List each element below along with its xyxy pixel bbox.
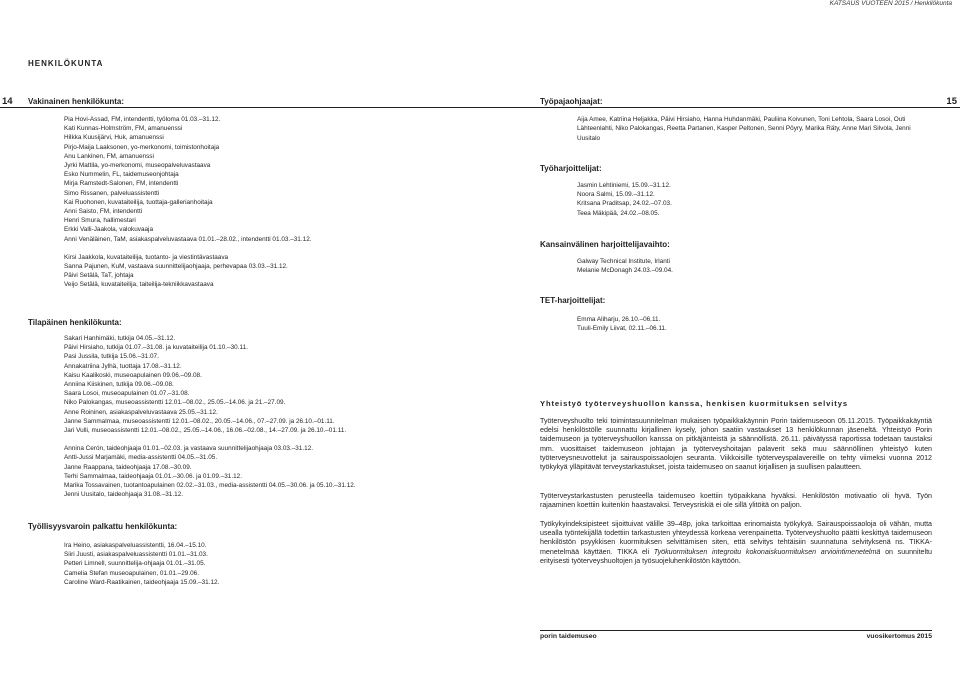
staff-list-item: Pirjo-Maija Laaksonen, yo-merkonomi, toimistonhoitaja: [64, 143, 220, 151]
staff-list-item: Saara Losoi, museoapulainen 01.07.–31.08.: [64, 390, 190, 398]
staff-list-item: Caroline Ward-Raatikainen, taideohjaaja 15.09.–31.12.: [64, 578, 220, 586]
cooperation-paragraph-2: Työterveystarkastusten perusteella taidemuseo koettiin työpaikkana hyväksi. Henkilöstön motivaatio oli hyvä. Työn rajaaminen koettiin kuitenkin haastavaksi. Terveysriskiä ei ole sillä ylitöitä on paljon.: [540, 492, 932, 510]
employment-staff-list: [64, 541, 219, 587]
staff-list-item: Kati Kunnas-Holmström, FM, amanuenssi: [64, 125, 183, 133]
running-header: KATSAUS VUOTEEN 2015 / Henkilökunta: [829, 0, 952, 7]
staff-list-item: Anni Venäläinen, TaM, asiakaspalveluvastaava 01.01.–28.02., intendentti 01.03.–31.12.: [64, 235, 312, 243]
intl-list-item: Melanie McDonagh 24.03.–09.04.: [577, 267, 673, 275]
staff-list-item: Päivi Hirsiaho, tutkija 01.07.–31.08. ja kuvataiteilija 01.10.–30.11.: [64, 344, 248, 352]
staff-list-item: Niko Palokangas, museoassistentti 12.01.–08.02., 25.05.–14.06. ja 21.–27.09.: [64, 399, 286, 407]
trainees-heading: Työharjoittelijat:: [540, 164, 602, 173]
staff-list-item: Camelia Stefan museoapulainen, 01.01.–29.06.: [64, 569, 200, 577]
staff-list-item: Marika Tossavainen, tuotantoapulainen 02.02.–31.03., media-assistentti 04.05.–30.06. ja 05.10.–31.12.: [64, 482, 356, 490]
employment-staff-heading: Työllisyysvaroin palkattu henkilökunta:: [28, 522, 178, 531]
workshop-heading: Työpajaohjaajat:: [540, 97, 603, 106]
staff-list-item: Janne Raappana, taideohjaaja 17.08.–30.09.: [64, 463, 192, 471]
list-spacer: [64, 435, 356, 444]
trainee-list-item: Kritsana Praditsap, 24.02.–07.03.: [577, 200, 672, 208]
tikka-method-name: Työkuormituksen integroitu kokonaiskuormituksen arviointimenetelmä: [653, 547, 881, 556]
staff-list-item: Mirja Ramstedt-Salonen, FM, intendentti: [64, 180, 179, 188]
intl-list-item: Galway Technical Institute, Irlanti: [577, 258, 670, 265]
page-number-left: 14: [2, 96, 13, 107]
intl-exchange-list: [577, 257, 673, 275]
trainees-list: [577, 181, 672, 218]
cooperation-paragraph-3-text: Työkykyindeksipisteet sijoittuivat välille 39–48p, joka tarkoittaa erinomaista työkykyä. Sairauspoissaoloja oli vähän, mutta usealla työntekijällä todettiin tarkastusten yhteydessä korkeaa verenpainetta. Työterveyshuolto päätti keskittyä taidemuseon henkilöstön psyykkisen kuormituksen selvittämisen siten, että selvitys tehtäisiin suunnatuna selvityksenä ns. TIKKA-menetelmää käyttäen. TIKKA eli: [540, 520, 932, 556]
cooperation-paragraph-1: Työterveyshuolto teki toimintasuunnitelman mukaisen työpaikkakäynnin Porin taidemuseoon 05.11.2015. Työpaikkakäyntiä edelsi henkilöstölle suunnattu kirjallinen kysely, johon saatiin vastaukset 13 henkilökunnan jäseneltä. Yhteistyö Porin taidemuseon ja työterveyshuollon kanssa on pitkäjänteistä ja säännöllistä. 26.11. päivätyssä raportissa todetaan taustaksi mm. vuosittaiset taidemuseon johtajan ja työterveyshoitajan palaverit sekä muu säännöllinen yhteistyö kuten työterveysneuvottelut ja sairauspoissaolojen seuranta. Viikkoisille työterveyspalavereille on tehty viimeksi vuonna 2012 työkykyä ylläpitävät terveystarkastukset, joista taidemuseo on saanut kirjallisen ja suullisen palautteen.: [540, 417, 932, 472]
staff-list-item: Kaisu Kaalikoski, museoapulainen 09.06.–09.08.: [64, 371, 202, 379]
staff-list-item: Annakatriina Jylhä, tuottaja 17.08.–31.12.: [64, 362, 182, 370]
staff-list-item: Sanna Pajunen, KuM, vastaava suunnittelijaohjaaja, perhevapaa 03.03.–31.12.: [64, 263, 288, 271]
staff-list-item: Annina Cerón, taideohjaaja 01.01.–02.03. ja vastaava suunnittelijaohjaaja 03.03.–31.12.: [64, 445, 314, 453]
staff-list-item: Anu Lankinen, FM, amanuenssi: [64, 152, 154, 160]
staff-list-item: Hilkka Kuusijärvi, Huk, amanuenssi: [64, 134, 164, 142]
tet-list: [577, 315, 667, 333]
cooperation-heading: Yhteistyö työterveyshuollon kanssa, henkisen kuormituksen selvitys: [540, 399, 848, 408]
page-number-right: 15: [946, 96, 957, 107]
footer-rule: [540, 630, 932, 631]
trainee-list-item: Teea Mäkipää, 24.02.–08.05.: [577, 209, 660, 217]
staff-list-item: Antti-Jussi Marjamäki, media-assistentti 04.05.–31.05.: [64, 454, 218, 462]
staff-list-item: Kirsi Jaakkola, kuvataiteilija, tuotanto- ja viestintävastaava: [64, 253, 229, 261]
staff-list-item: Anni Saisto, FM, intendentti: [64, 208, 143, 216]
staff-list-item: Esko Nummelin, FL, taidemuseonjohtaja: [64, 171, 179, 179]
staff-list-item: Siiri Juusti, asiakaspalveluassistentti 01.01.–31.03.: [64, 551, 208, 559]
staff-list-item: Terhi Sammalmaa, taideohjaaja 01.01.–30.06. ja 01.09.–31.12.: [64, 472, 242, 480]
workshop-instructors-text: Aija Amee, Katriina Heljakka, Päivi Hirsiaho, Hanna Huhdanmäki, Pauliina Koivunen, Toni Lehtola, Saara Losoi, Outi Lähteenlahti, Niko Palokangas, Reetta Partanen, Kasper Peltonen, Senni Pöyry, Marika Räty, Anne Mari Silvola, Jenni Uusitalo: [577, 116, 911, 142]
staff-list-item: Jari Vulli, museoassistentti 12.01.–08.02., 25.05.–14.06., 16.06.–02.08., 14.–27.09. ja 26.10.–01.11.: [64, 427, 347, 435]
staff-list-item: Pia Hovi-Assad, FM, intendentti, työloma 01.03.–31.12.: [64, 116, 221, 123]
trainee-list-item: Jasmin Lehtiniemi, 15.09.–31.12.: [577, 182, 671, 189]
intl-exchange-heading: Kansainvälinen harjoittelijavaihto:: [540, 240, 670, 249]
staff-list-item: Jyrki Mattila, yo-merkonomi, museopalveluvastaava: [64, 162, 211, 170]
tet-list-item: Emma Aliharju, 26.10.–06.11.: [577, 316, 661, 323]
staff-list-item: Jenni Uusitalo, taideohjaaja 31.08.–31.12.: [64, 491, 184, 499]
cooperation-paragraph-3: [540, 520, 932, 566]
staff-list-item: Sakari Hanhimäki, tutkija 04.05.–31.12.: [64, 335, 176, 342]
temporary-staff-list: [64, 334, 356, 499]
staff-list-item: Simo Rissanen, palveluassistentti: [64, 189, 160, 197]
staff-list-item: Ira Heino, asiakaspalveluassistentti, 16.04.–15.10.: [64, 542, 207, 549]
tet-list-item: Tuuli-Emily Liivat, 02.11.–06.11.: [577, 325, 667, 333]
permanent-staff-list: [64, 115, 312, 290]
staff-list-item: Janne Sammalmaa, museoassistentti 12.01.–08.02., 20.05.–14.06., 07.–27.09. ja 26.10.–01.11.: [64, 417, 335, 425]
top-rule: [0, 107, 960, 108]
staff-list-item: Anniina Kiiskinen, tutkija 09.06.–09.08.: [64, 381, 174, 389]
staff-list-item: Päivi Setälä, TaT, johtaja: [64, 272, 134, 280]
trainee-list-item: Noora Salmi, 15.09.–31.12.: [577, 191, 655, 199]
list-spacer: [64, 244, 312, 253]
staff-list-item: Pasi Jussila, tutkija 15.06.–31.07.: [64, 353, 159, 361]
tet-heading: TET-harjoittelijat:: [540, 296, 606, 305]
staff-list-item: Petteri Limnell, suunnittelija-ohjaaja 01.01.–31.05.: [64, 560, 206, 568]
permanent-staff-heading: Vakinainen henkilökunta:: [28, 97, 125, 106]
staff-list-item: Anne Roininen, asiakaspalveluvastaava 25.05.–31.12.: [64, 408, 218, 416]
staff-list-item: Kai Ruohonen, kuvataiteilija, tuottaja-gallerianhoitaja: [64, 198, 213, 206]
footer-report-title: vuosikertomus 2015: [866, 633, 932, 640]
staff-list-item: Veijo Setälä, kuvataiteilija, taiteilija-tekniikkavastaava: [64, 281, 214, 289]
staff-list-item: Henri Smura, hallimestari: [64, 217, 136, 225]
section-title: HENKILÖKUNTA: [28, 59, 104, 68]
cooperation-paragraph-3-tail: on suunniteltu erityisesti työterveyshuoltojen ja työsuojeluhenkilöstön käyttöön.: [540, 547, 932, 565]
temporary-staff-heading: Tilapäinen henkilökunta:: [28, 318, 122, 327]
footer-museum-name: porin taidemuseo: [540, 633, 597, 640]
staff-list-item: Erkki Valli-Jaakola, valokuvaaja: [64, 226, 154, 234]
